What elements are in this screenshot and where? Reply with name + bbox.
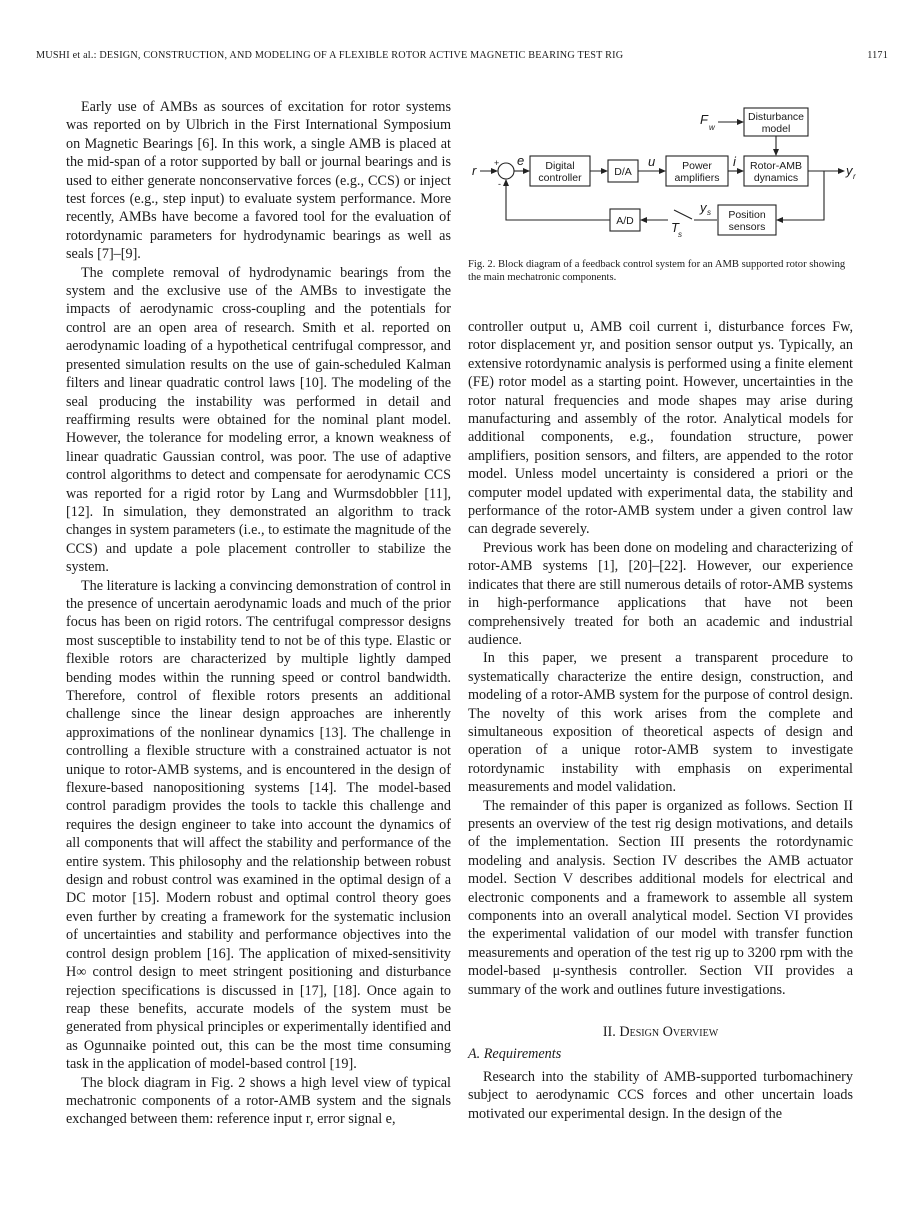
- section-title: Design Overview: [619, 1024, 719, 1041]
- paragraph: controller output u, AMB coil current i, disturbance forces Fw, rotor displacement yr, and position sensor output ys. Typically, an extensive rotordynamic analysis is performed using a finite element (FE) rotor model as a starting point. However, uncertainties in the rotor natural frequencies and mode shapes may arise during manufacturing and assembly of the rotor. Analytical models for additional components, e.g., foundation structure, power amplifiers, position sensors, and filters, are appended to the rotor model. Unless model uncertainty is considered a priori or the computer model updated with experimental data, the stability and performance of the rotor-AMB system under a given control law can degrade severely.: [468, 319, 853, 538]
- paragraph: The block diagram in Fig. 2 shows a high level view of typical mechatronic components of a rotor-AMB system and the signals exchanged between them: reference input r, error signal e,: [66, 1074, 451, 1128]
- disturbance-model-label: Disturbance: [747, 111, 805, 123]
- signal-fw: F: [700, 112, 708, 127]
- left-column: [66, 98, 451, 1129]
- signal-i: i: [733, 154, 736, 169]
- signal-u: u: [648, 154, 656, 169]
- signal-ts-sub: s: [678, 230, 682, 239]
- signal-fw-sub: w: [709, 123, 715, 132]
- position-sensors-label: Position: [728, 209, 766, 221]
- signal-r: r: [472, 163, 477, 178]
- running-header: [36, 50, 888, 66]
- section-number: II.: [602, 1024, 616, 1041]
- plus-sign: +: [494, 158, 500, 168]
- rotor-amb-label: Rotor-AMB: [750, 160, 802, 172]
- paragraph: The complete removal of hydrodynamic bearings from the system and the exclusive use of the AMBs to investigate the impacts of aerodynamic cross-coupling and the potentials for control are an open area of research. Smith et al. reported on aerodynamic loading of a hypothetical centrifugal compressor, and presented simulation results on the use of gain-scheduled Kalman filters and linear quadratic control laws [10]. The modeling of the seal producing the instability was performed in detail and reaffirming results were obtained for the nominal plant model. However, the tolerance for modeling error, a known weakness of linear quadratic Gaussian control, was poor. The use of adaptive control algorithms to detect and compensate for aerodynamic CCS was reported for a rigid rotor by Lang and Wurmsdobbler [11], [12]. In simulation, they demonstrated an algorithm to track changes in system parameters (i.e., to estimate the magnitude of the CCS) and update a pole placement controller to stabilize the system.: [66, 264, 451, 576]
- section-heading: [468, 1023, 853, 1041]
- running-title: MUSHI et al.: DESIGN, CONSTRUCTION, AND MODELING OF A FLEXIBLE ROTOR ACTIVE MAGNETIC BEARING TEST RIG: [36, 50, 624, 61]
- position-sensors-label-2: sensors: [728, 221, 766, 233]
- disturbance-model-label-2: model: [761, 123, 791, 135]
- paragraph: The remainder of this paper is organized as follows. Section II presents an overview of the test rig design motivations, and details of the implementation. Section III presents the rotordynamic modeling and analysis. Section IV describes the AMB actuator model. Section V describes additional models for electrical and electronic components and a framework to assemble all system components into an overall analytical model. Section VI provides the experimental validation of our model with transfer function measurements and operation of the test rig up to 3200 rpm with the model-based μ-synthesis controller. Section VII provides a summary of the work and outlines future investigations.: [468, 797, 853, 998]
- power-amplifiers-label: Power: [682, 160, 712, 172]
- signal-yr: y: [846, 163, 853, 178]
- paragraph: The literature is lacking a convincing demonstration of control in the presence of uncertain aerodynamic loads and much of the prior focus has been on rigid rotors. The centrifugal compressor designs most susceptible to instability tend to not be of this type. Elastic or flexible rotors are characterized by multiple lightly damped bending modes within the running speed or control bandwidth. Therefore, control of flexible rotors presents an additional challenge since the linear design approaches are inherently approximations of the nonlinear dynamics [13]. The challenge in controlling a flexible structure with a constrained actuator is not unique to rotor-AMB systems, and is encountered in the design of flexure-based nanopositioning systems [14]. The model-based control paradigm provides the tools to tackle this challenge and requires the design engineer to take into account the dynamics of all components that will affect the stability and performance of the entire system. This philosophy and the relationship between robust design and robust control was examined in the optimal design of a DC motor [15]. Modern robust and optimal control theory goes even further by creating a framework for the systematic inclusion of uncertainties and stability and performance objectives into the control design problem [16]. The application of mixed-sensitivity H∞ control design to meet stringent positioning and disturbance rejection specifications is discussed in [17], [18]. Once again to reap these benefits, accurate models of the system must be generated from physical principles or experimentally identified and as Ogunnaike pointed out, this can be the most time consuming task in the application of model-based control [19].: [66, 577, 451, 1073]
- digital-controller-label: Digital: [545, 160, 575, 172]
- subsection-heading: A. Requirements: [468, 1046, 562, 1063]
- figure-caption: Fig. 2. Block diagram of a feedback control system for an AMB supported rotor showing the main mechatronic components.: [468, 259, 846, 283]
- summing-junction: [498, 163, 514, 179]
- signal-e: e: [517, 153, 525, 168]
- signal-yr-sub: r: [853, 172, 856, 181]
- page-number: 1171: [867, 50, 888, 61]
- signal-ts: T: [671, 220, 679, 235]
- digital-controller-label-2: controller: [538, 172, 582, 184]
- adc-label: A/D: [616, 215, 634, 227]
- rotor-amb-label-2: dynamics: [753, 172, 799, 184]
- minus-sign: -: [498, 179, 501, 189]
- dac-label: D/A: [614, 166, 632, 178]
- paragraph: Previous work has been done on modeling and characterizing of rotor-AMB systems [1], [20]–[22]. However, our experience indicates that there are still numerous details of rotor-AMB systems in high-performance applications that have not been comprehensively treated for both an academic and industrial audience.: [468, 539, 853, 648]
- signal-ys: y: [700, 200, 707, 215]
- paragraph: Research into the stability of AMB-supported turbomachinery subject to aerodynamic CCS forces and other uncertain loads motivated our experimental design. In the design of the: [468, 1068, 853, 1122]
- block-diagram-figure: [468, 98, 860, 258]
- right-column: [468, 318, 853, 1123]
- paragraph: Early use of AMBs as sources of excitation for rotor systems was reported on by Ulbrich in the First International Symposium on Magnetic Bearings [6]. In this work, a single AMB is placed at the mid-span of a rotor supported by ball or journal bearings and is used to either generate nonconservative forces (e.g., CCS) or inject test forces (e.g., step input) to evaluate system performance. More recently, AMBs have become a favored tool for the evaluation of rotordynamic parameters for hydrodynamic bearings as well as seals [7]–[9].: [66, 99, 451, 263]
- paragraph: In this paper, we present a transparent procedure to systematically characterize the entire design, construction, and modeling of a rotor-AMB system for the purpose of control design. The novelty of this work arises from the complete and simultaneous exposition of theoretical aspects of design and operation of a unique rotor-AMB system to investigate rotordynamic instability with emphasis on experimental measurements and model validation.: [468, 650, 853, 796]
- power-amplifiers-label-2: amplifiers: [674, 172, 720, 184]
- signal-ys-sub: s: [707, 208, 711, 217]
